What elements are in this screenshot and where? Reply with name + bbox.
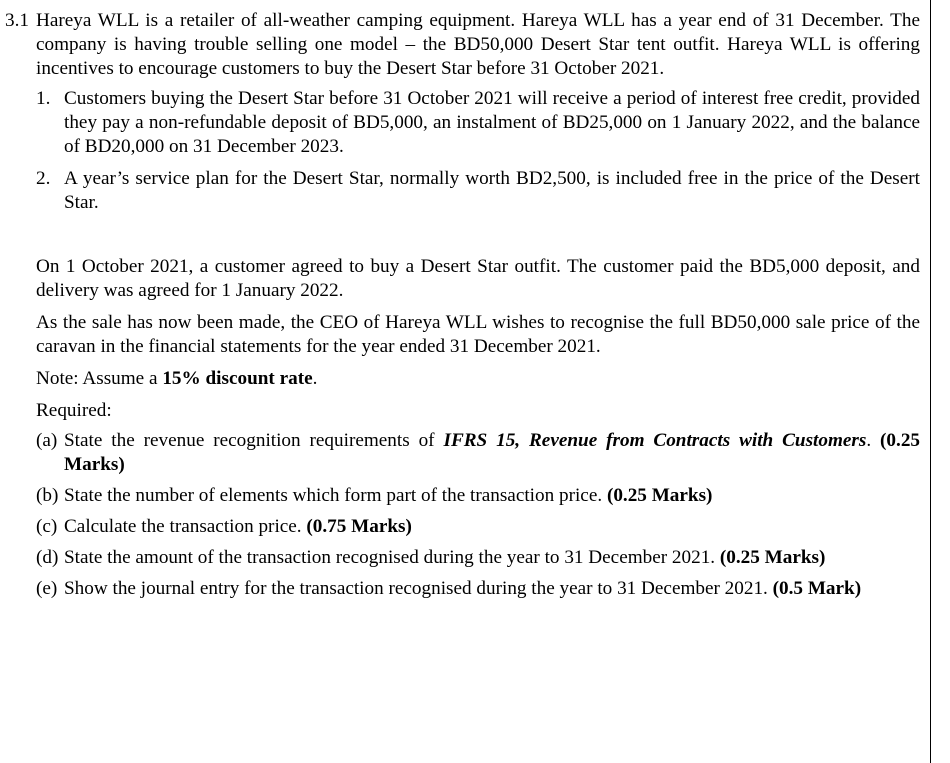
requirement-text: [64, 577, 920, 601]
note-line: [36, 367, 920, 391]
requirement-marks: (0.25 Marks): [606, 485, 713, 506]
incentive-text: A year’s service plan for the Desert Star, normally worth BD2,500, is included free in the price of the Desert Star.: [64, 168, 920, 213]
incentive-number: 1.: [36, 88, 51, 109]
question-header: [5, 9, 920, 81]
question-block: [5, 9, 920, 608]
requirement-letter: (a): [36, 430, 58, 451]
requirement-item: [36, 484, 920, 508]
incentive-number: 2.: [36, 168, 51, 189]
requirement-item: [36, 515, 920, 539]
requirements-list: [36, 429, 920, 601]
discount-rate: 15% discount rate: [162, 368, 313, 389]
requirement-letter: (b): [36, 485, 59, 506]
requirement-text: [64, 429, 920, 477]
requirement-marks: (0.25 Marks): [719, 547, 826, 568]
standard-title: IFRS 15, Revenue from Contracts with Customers: [443, 430, 867, 451]
requirement-item: [36, 429, 920, 477]
requirement-item: [36, 577, 920, 601]
requirement-text: [64, 515, 920, 539]
requirement-text-main: State the amount of the transaction recognised during the year to 31 December 2021.: [64, 547, 720, 568]
incentive-text: Customers buying the Desert Star before 31 October 2021 will receive a period of interest free credit, provided they pay a non-refundable deposit of BD5,000, an instalment of BD25,000 on 1 January 2022, and the balance of BD20,000 on 31 December 2023.: [64, 88, 920, 157]
requirement-text-mid: .: [866, 430, 881, 451]
requirement-letter: (e): [36, 578, 58, 599]
incentive-list: [36, 87, 920, 215]
required-label: Required:: [36, 400, 112, 421]
requirement-marks: (0.25 Marks): [64, 430, 921, 475]
note-prefix: Note: Assume a: [36, 368, 163, 389]
requirement-text-main: State the number of elements which form part of the transaction price.: [64, 485, 607, 506]
requirement-marks: (0.5 Mark): [772, 578, 862, 599]
requirement-item: [36, 546, 920, 570]
requirement-text-main: Show the journal entry for the transaction recognised during the year to 31 December 2021.: [64, 578, 773, 599]
requirement-text-main: State the revenue recognition requirements of: [64, 430, 444, 451]
requirement-marks: (0.75 Marks): [306, 516, 412, 537]
incentive-item: [36, 167, 920, 215]
requirement-letter: (c): [36, 516, 58, 537]
question-number: 3.1: [5, 10, 29, 31]
requirement-text-main: Calculate the transaction price.: [64, 516, 307, 537]
question-intro: Hareya WLL is a retailer of all-weather camping equipment. Hareya WLL has a year end of 31 December. The company is having trouble selling one model – the BD50,000 Desert Star tent outfit. Hareya WLL is offering incentives to encourage customers to buy the Desert Star before 31 October 2021.: [36, 10, 920, 79]
requirement-text: [64, 546, 920, 570]
ceo-paragraph: As the sale has now been made, the CEO of Hareya WLL wishes to recognise the full BD50,000 sale price of the caravan in the financial statements for the year ended 31 December 2021.: [36, 312, 920, 357]
incentive-item: [36, 87, 920, 159]
sale-paragraph: On 1 October 2021, a customer agreed to buy a Desert Star outfit. The customer paid the BD5,000 deposit, and delivery was agreed for 1 January 2022.: [36, 256, 920, 301]
requirement-text: [64, 484, 920, 508]
note-suffix: .: [312, 368, 318, 389]
requirement-letter: (d): [36, 547, 59, 568]
